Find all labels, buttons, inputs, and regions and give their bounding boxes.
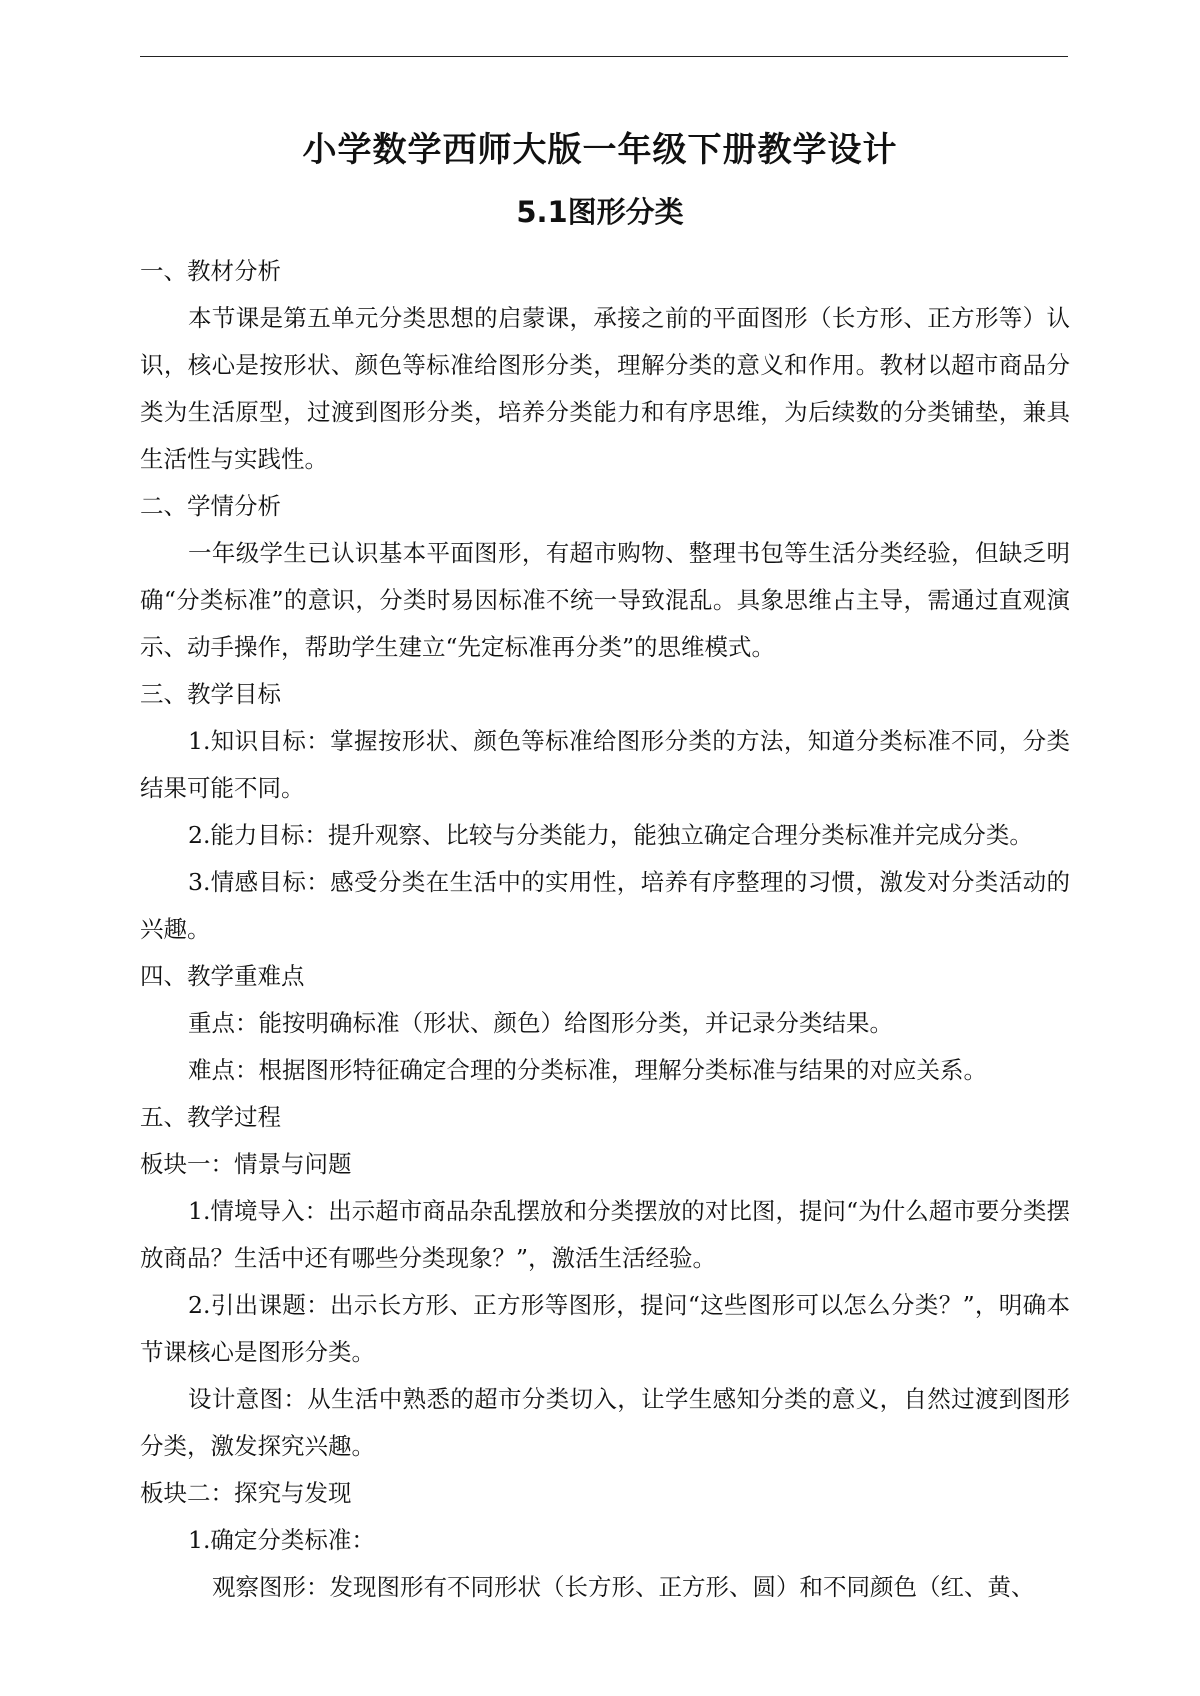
- difficult-point: 难点：根据图形特征确定合理的分类标准，理解分类标准与结果的对应关系。: [188, 1056, 987, 1084]
- section-heading-textbook-analysis: 一、教材分析: [140, 257, 281, 285]
- step-observe-shapes: 观察图形：发现图形有不同形状（长方形、正方形、圆）和不同颜色（红、黄、: [212, 1573, 1035, 1601]
- step-classification-standard: 1.确定分类标准：: [188, 1526, 375, 1554]
- step-topic-intro: 2.引出课题：出示长方形、正方形等图形，提问“这些图形可以怎么分类？”，明确本节课核心是图形分类。: [140, 1291, 1070, 1366]
- design-intent: 设计意图：从生活中熟悉的超市分类切入，让学生感知分类的意义，自然过渡到图形分类，激发探究兴趣。: [140, 1385, 1070, 1460]
- document-body: [140, 248, 1070, 1611]
- block-heading-exploration: 板块二：探究与发现: [140, 1479, 352, 1507]
- objective-emotion: 3.情感目标：感受分类在生活中的实用性，培养有序整理的习惯，激发对分类活动的兴趣。: [140, 868, 1070, 943]
- paragraph-student-analysis: 一年级学生已认识基本平面图形，有超市购物、整理书包等生活分类经验，但缺乏明确“分类标准”的意识，分类时易因标准不统一导致混乱。具象思维占主导，需通过直观演示、动手操作，帮助学生建立“先定标准再分类”的思维模式。: [140, 539, 1070, 661]
- section-heading-process: 五、教学过程: [140, 1103, 281, 1131]
- key-point: 重点：能按明确标准（形状、颜色）给图形分类，并记录分类结果。: [188, 1009, 893, 1037]
- objective-ability: 2.能力目标：提升观察、比较与分类能力，能独立确定合理分类标准并完成分类。: [188, 821, 1033, 849]
- lesson-title: 5.1图形分类: [516, 195, 684, 229]
- section-heading-objectives: 三、教学目标: [140, 680, 281, 708]
- objective-knowledge: 1.知识目标：掌握按形状、颜色等标准给图形分类的方法，知道分类标准不同，分类结果可能不同。: [140, 727, 1070, 802]
- block-heading-scenario: 板块一：情景与问题: [140, 1150, 352, 1178]
- header-rule: [140, 56, 1068, 57]
- section-heading-key-points: 四、教学重难点: [140, 962, 305, 990]
- step-scenario-intro: 1.情境导入：出示超市商品杂乱摆放和分类摆放的对比图，提问“为什么超市要分类摆放商品？生活中还有哪些分类现象？”，激活生活经验。: [140, 1197, 1070, 1272]
- section-heading-student-analysis: 二、学情分析: [140, 492, 281, 520]
- document-title: 小学数学西师大版一年级下册教学设计: [302, 130, 898, 170]
- paragraph-textbook-analysis: 本节课是第五单元分类思想的启蒙课，承接之前的平面图形（长方形、正方形等）认识，核心是按形状、颜色等标准给图形分类，理解分类的意义和作用。教材以超市商品分类为生活原型，过渡到图形分类，培养分类能力和有序思维，为后续数的分类铺垫，兼具生活性与实践性。: [140, 304, 1070, 473]
